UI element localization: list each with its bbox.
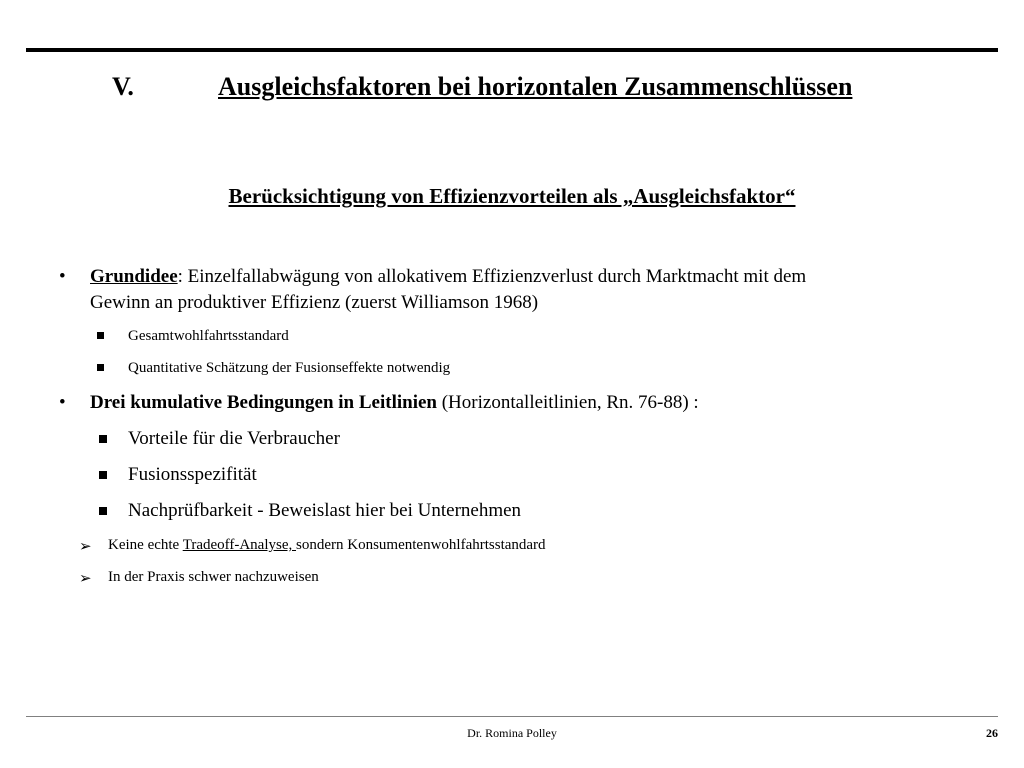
round-bullet-icon: • bbox=[59, 392, 66, 413]
arrow-item bbox=[79, 567, 319, 587]
arrow-text-post: sondern Konsumentenwohlfahrtsstandard bbox=[296, 537, 546, 553]
page-number: 26 bbox=[986, 726, 998, 740]
sub-bullet-text: Quantitative Schätzung der Fusionseffekte notwendig bbox=[128, 360, 451, 376]
sub-bullet bbox=[128, 358, 450, 378]
title-number: V. bbox=[112, 72, 134, 101]
bullet-grundidee-line2: Gewinn an produktiver Effizienz (zuerst Williamson 1968) bbox=[90, 292, 539, 313]
bullet-grundidee bbox=[59, 264, 807, 290]
bottom-rule bbox=[26, 716, 998, 717]
arrow-bullet-icon: ➢ bbox=[79, 539, 92, 555]
bullet-bedingungen bbox=[59, 390, 699, 416]
round-bullet-icon: • bbox=[59, 266, 66, 287]
arrow-text: In der Praxis schwer nachzuweisen bbox=[108, 569, 319, 585]
arrow-item bbox=[79, 535, 546, 555]
square-bullet-icon bbox=[97, 364, 104, 371]
arrow-text-underlined: Tradeoff-Analyse, bbox=[182, 537, 297, 553]
title-text: Ausgleichsfaktoren bei horizontalen Zusammenschlüssen bbox=[218, 72, 853, 101]
square-bullet-icon bbox=[99, 435, 107, 443]
bullet-text: : Einzelfallabwägung von allokativem Effizienzverlust durch Marktmacht mit dem bbox=[177, 266, 807, 287]
square-bullet-icon bbox=[99, 471, 107, 479]
arrow-bullet-icon: ➢ bbox=[79, 571, 92, 587]
sub-bullet bbox=[128, 326, 289, 346]
bullet-term: Grundidee bbox=[90, 266, 178, 287]
sub-bullet-text: Fusionsspezifität bbox=[128, 464, 257, 485]
footer-author: Dr. Romina Polley bbox=[467, 726, 557, 740]
sub-bullet-text: Nachprüfbarkeit - Beweislast hier bei Unternehmen bbox=[128, 500, 522, 521]
sub-bullet bbox=[128, 499, 521, 523]
bullet-text: (Horizontalleitlinien, Rn. 76-88) : bbox=[436, 392, 699, 413]
square-bullet-icon bbox=[97, 332, 104, 339]
sub-bullet bbox=[128, 427, 340, 451]
slide-subtitle: Berücksichtigung von Effizienzvorteilen als „Ausgleichsfaktor“ bbox=[228, 184, 796, 208]
bullet-term: Drei kumulative Bedingungen in Leitlinien bbox=[90, 392, 437, 413]
square-bullet-icon bbox=[99, 507, 107, 515]
sub-bullet-text: Gesamtwohlfahrtsstandard bbox=[128, 328, 289, 344]
sub-bullet bbox=[128, 463, 257, 487]
sub-bullet-text: Vorteile für die Verbraucher bbox=[128, 428, 340, 449]
arrow-text-pre: Keine echte bbox=[108, 537, 183, 553]
